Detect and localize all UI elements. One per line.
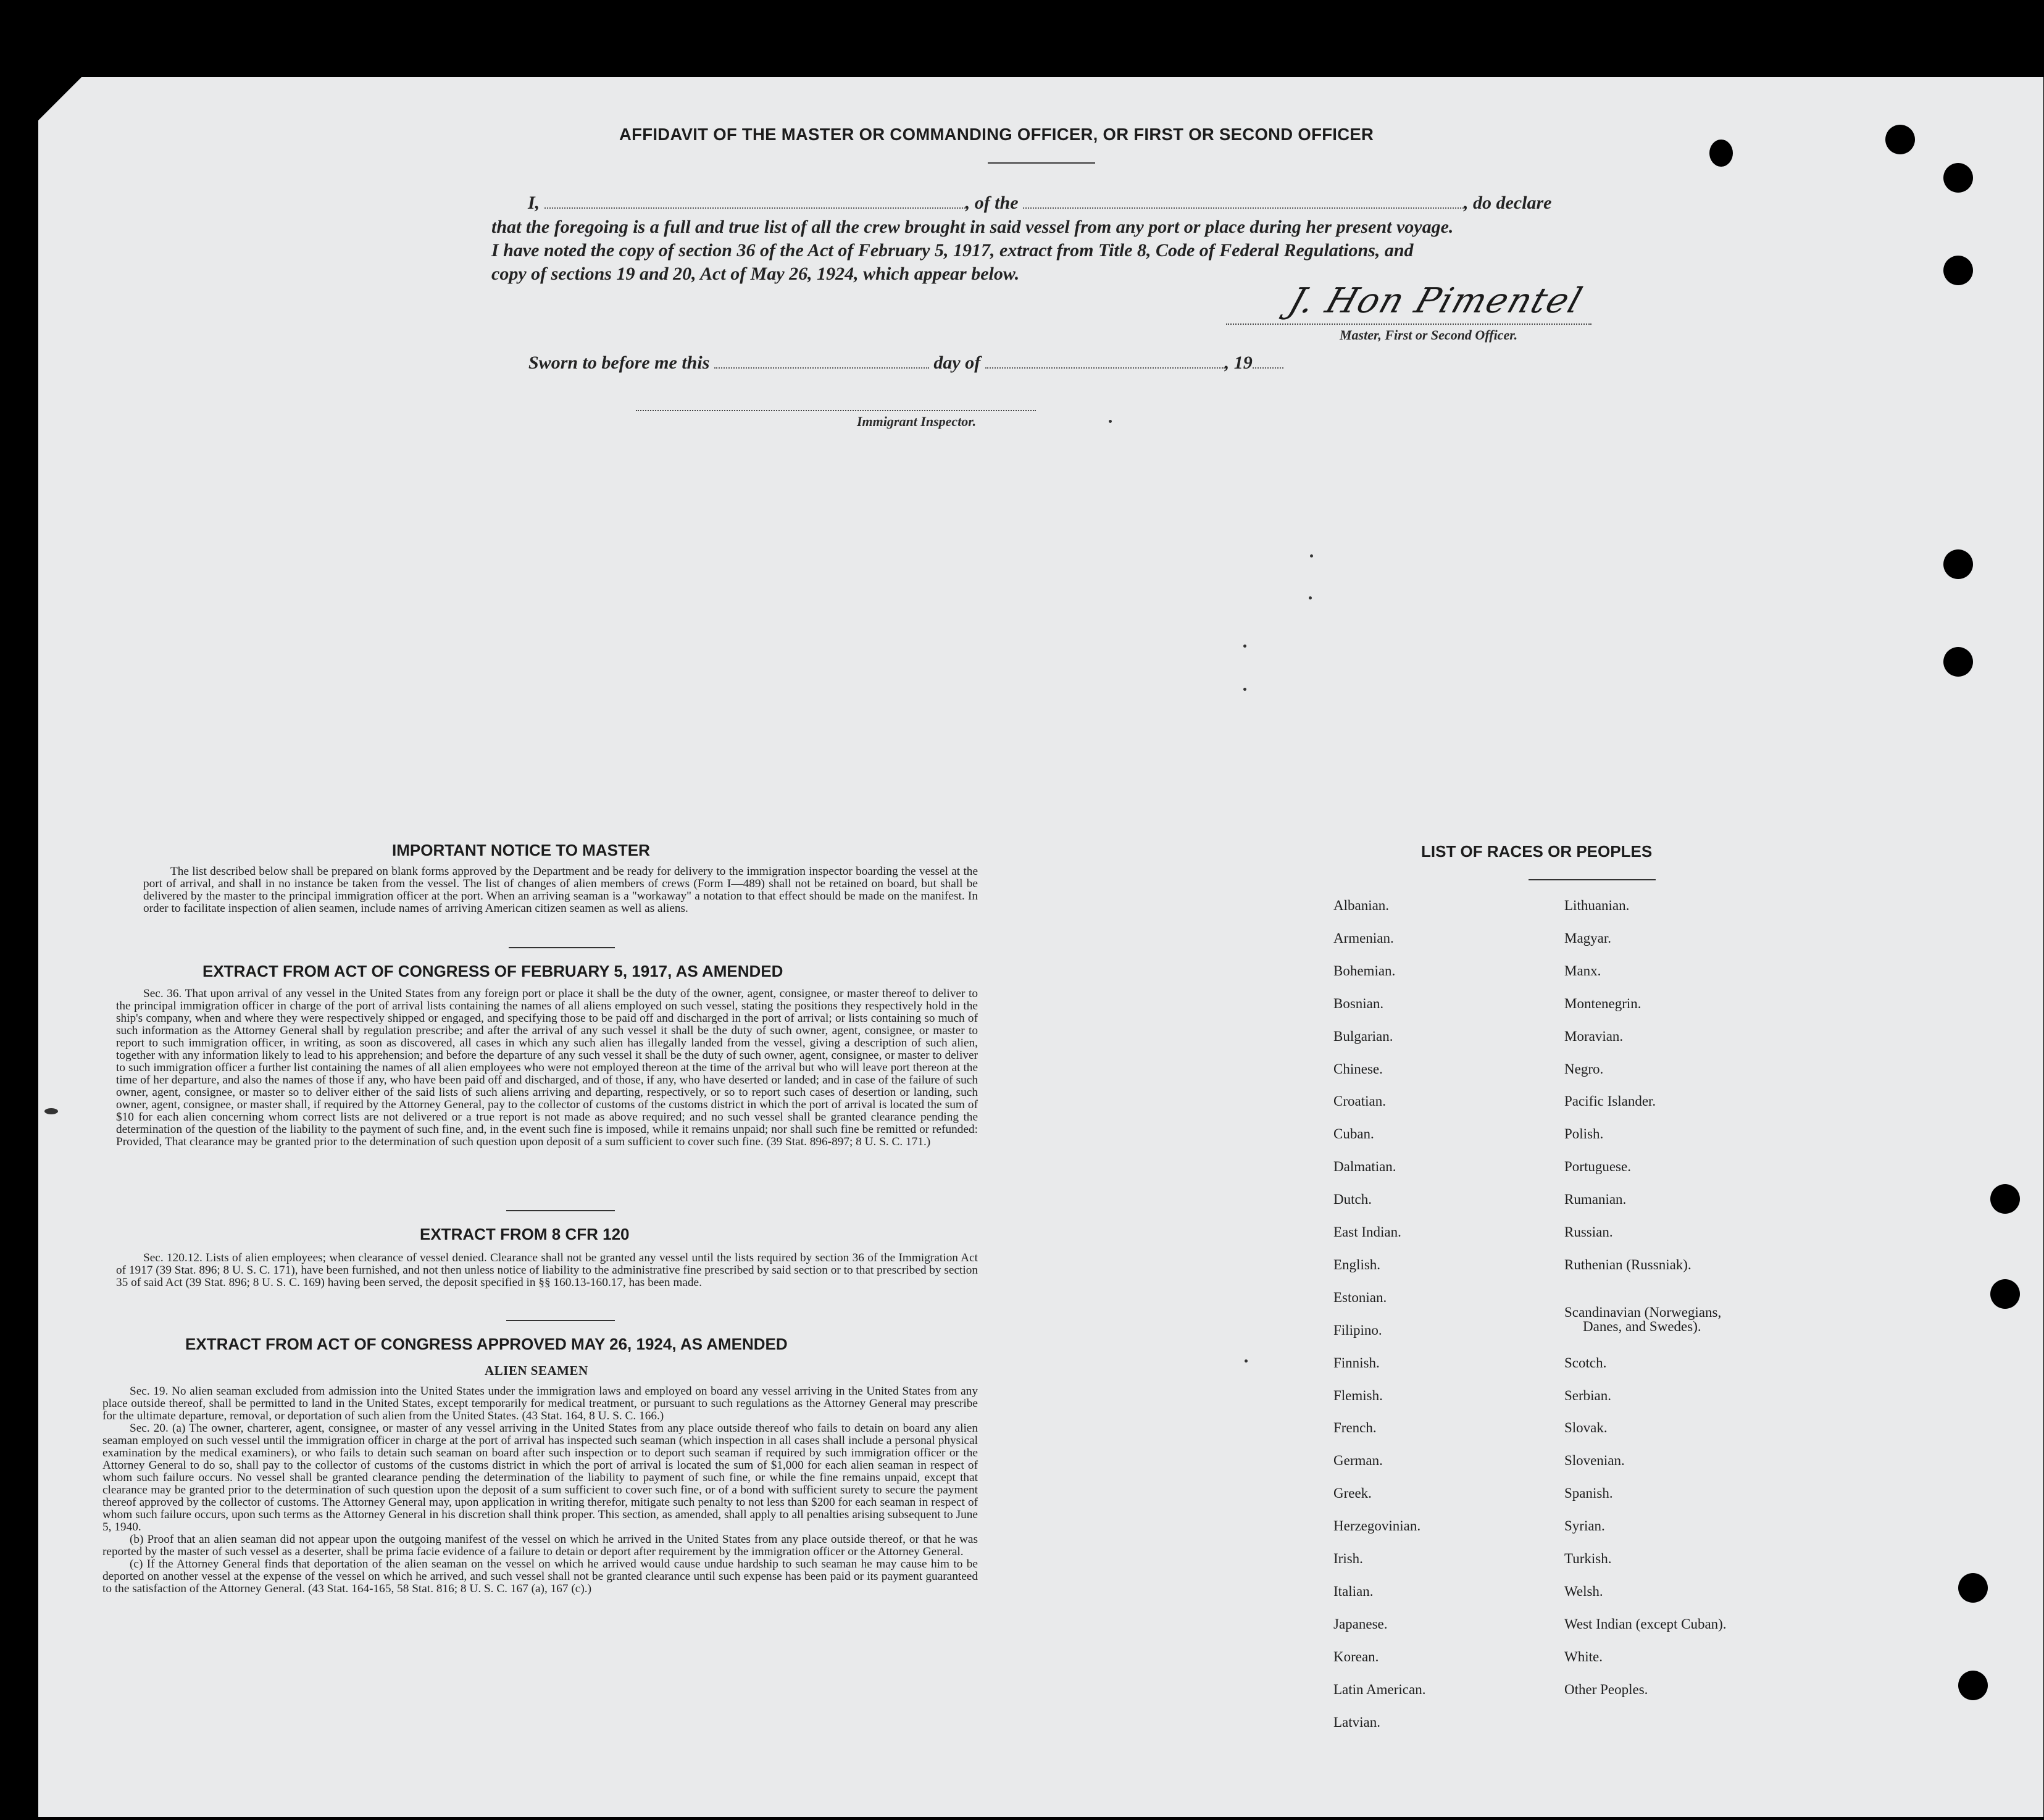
bleed-through-dot xyxy=(1310,554,1313,557)
race-item: German. xyxy=(1333,1453,1383,1469)
race-item: Flemish. xyxy=(1333,1387,1383,1403)
bleed-through-dot xyxy=(1245,1359,1248,1363)
race-item: Slovak. xyxy=(1564,1420,1608,1436)
race-item: Welsh. xyxy=(1564,1583,1603,1599)
affidavit-vessel-field[interactable] xyxy=(1023,193,1464,209)
race-item: Latvian. xyxy=(1333,1714,1380,1730)
race-item: Moravian. xyxy=(1564,1028,1624,1044)
race-item: Japanese. xyxy=(1333,1616,1388,1632)
race-item: Bulgarian. xyxy=(1333,1028,1393,1044)
section-36-paragraph: Sec. 36. That upon arrival of any vessel in the United States from any foreign port or place it shall be the duty of the owner, agent, consignee, or master thereof to deliver to the principal immigration officer in charge of the port of arrival lists containing the names of all aliens employed on such vessel, stating the positions they respectively hold in the ship's company, when and where they were respectively shipped or engaged, and specifying those to be paid off and discharged in the port of arrival; or lists containing so much of such information as the Attorney General shall by regulation prescribe; and after the arrival of any such vessel it shall be the duty of such owner, agent, consignee, or master to report to such immigration officer, in writing, as soon as discovered, all cases in which any such alien has illegally landed from the vessel, giving a description of such alien, together with any information likely to lead to his apprehension; and before the departure of any such vessel it shall be the duty of such owner, agent, consignee, or master to deliver to such immigration officer a further list containing the names of all alien employees who were not employed thereon at the time of the arrival but who will leave port thereon at the time of her departure, and also the names of those if any, who have been paid off and discharged, and of those, if any, who have deserted or landed; and in case of the failure of such owner, agent, consignee, or master so to deliver either of the said lists of such aliens arriving and departing, respectively, or so to report such cases of desertion or landing, such owner, agent, consignee, or master shall, if required by the Attorney General, pay to the collector of customs of the customs district in which the port of arrival is located the sum of $10 for each alien concerning whom correct lists are not delivered or a true report is not made as above required; and no such vessel shall be granted clearance pending the determination of the question of the liability to the payment of such fine, and, in the event such fine is imposed, while it remains unpaid; nor shall such fine be remitted or refunded: Provided, That clearance may be granted prior to the determination of such question upon deposit of a sum sufficient to cover such fine. (39 Stat. 896-897; 8 U. S. C. 171.) xyxy=(116,987,978,1148)
race-item: Lithuanian. xyxy=(1564,898,1630,913)
race-item: Greek. xyxy=(1333,1485,1372,1501)
notice-rule xyxy=(509,947,615,948)
punch-hole xyxy=(1990,1279,2020,1309)
master-signature: J. Hon Pimentel xyxy=(1283,281,1588,321)
race-item: Scotch. xyxy=(1564,1355,1607,1371)
inspector-caption: Immigrant Inspector. xyxy=(857,414,977,429)
punch-hole xyxy=(1943,647,1973,677)
race-item: Dalmatian. xyxy=(1333,1159,1396,1175)
bleed-through-dot xyxy=(1309,596,1312,599)
extract-cfr-title: EXTRACT FROM 8 CFR 120 xyxy=(420,1225,630,1243)
race-item: Russian. xyxy=(1564,1224,1613,1240)
race-item: Croatian. xyxy=(1333,1093,1386,1109)
affidavit-i-label: I, xyxy=(528,193,540,213)
race-item: Bosnian. xyxy=(1333,995,1384,1011)
race-item: Manx. xyxy=(1564,962,1601,979)
race-item: Rumanian. xyxy=(1564,1192,1627,1208)
sworn-day-field[interactable] xyxy=(714,353,929,369)
signature-line xyxy=(1226,324,1591,325)
sworn-month-field[interactable] xyxy=(985,353,1225,369)
sworn-label: Sworn to before me this xyxy=(528,353,710,373)
race-item: Portuguese. xyxy=(1564,1159,1631,1175)
race-item: Finnish. xyxy=(1333,1355,1380,1371)
punch-hole xyxy=(1943,163,1973,193)
race-item: Scandinavian (Norwegians, xyxy=(1564,1304,1722,1320)
race-item: Montenegrin. xyxy=(1564,995,1641,1011)
race-item: Italian. xyxy=(1333,1583,1374,1599)
notice-paragraph: The list described below shall be prepared on blank forms approved by the Department and be ready for delivery to the immigration inspector boarding the vessel at the port of arrival, and shall in no instance be taken from the vessel. The list of changes of alien members of crews (Form I—489) shall not be retained on board, but shall be delivered by the master to the principal immigration officer at the port. When an arriving seaman is a "workaway" a notation to that effect should be made on the manifest. In order to facilitate inspection of alien seamen, include names of arriving American citizen seamen as well as aliens. xyxy=(143,865,978,915)
race-item: French. xyxy=(1333,1420,1377,1436)
race-item: East Indian. xyxy=(1333,1224,1401,1240)
races-title: LIST OF RACES OR PEOPLES xyxy=(1421,842,1653,861)
race-item: Bohemian. xyxy=(1333,962,1396,979)
affidavit-line-2: that the foregoing is a full and true list of all the crew brought in said vessel from any port or place during her present voyage. xyxy=(491,217,1454,237)
race-item: Latin American. xyxy=(1333,1681,1426,1697)
affidavit-line-3: I have noted the copy of section 36 of the Act of February 5, 1917, extract from Title 8, Code of Federal Regulations, and xyxy=(491,240,1414,261)
sworn-line xyxy=(528,351,1283,375)
race-item: Dutch. xyxy=(1333,1192,1372,1208)
punch-hole xyxy=(1958,1671,1988,1700)
race-item: Herzegovinian. xyxy=(1333,1518,1421,1534)
race-item: Albanian. xyxy=(1333,898,1390,913)
race-item: Negro. xyxy=(1564,1061,1604,1077)
race-item: English. xyxy=(1333,1256,1381,1272)
bleed-through-dot xyxy=(44,1108,58,1114)
notice-title: IMPORTANT NOTICE TO MASTER xyxy=(392,841,650,859)
punch-hole xyxy=(1958,1573,1988,1603)
affidavit-declare-label: , do declare xyxy=(1464,193,1552,213)
bleed-through-dot xyxy=(1109,420,1112,423)
race-item: Slovenian. xyxy=(1564,1453,1625,1469)
inspector-signature-line xyxy=(636,410,1036,411)
signature-caption: Master, First or Second Officer. xyxy=(1340,327,1518,343)
race-item: Syrian. xyxy=(1564,1518,1605,1534)
punch-hole xyxy=(1885,125,1915,154)
extract-cfr-rule xyxy=(506,1320,615,1321)
punch-hole xyxy=(1990,1184,2020,1214)
affidavit-of-label: , of the xyxy=(965,193,1019,213)
extract-1924-title: EXTRACT FROM ACT OF CONGRESS APPROVED MAY 26, 1924, AS AMENDED xyxy=(185,1335,788,1353)
punch-hole xyxy=(1943,549,1973,579)
race-item: Danes, and Swedes). xyxy=(1583,1319,1701,1335)
punch-hole xyxy=(1943,256,1973,285)
race-item: Polish. xyxy=(1564,1126,1604,1142)
section-20c-paragraph: (c) If the Attorney General finds that deportation of the alien seaman on the vessel on which he arrived would cause undue hardship to such seaman he may cause him to be deported on another vessel at the expense of the vessel on which he arrived, and such vessel shall not be granted clearance until such expense has been paid or its payment guaranteed to the satisfaction of the Attorney General. (43 Stat. 164-165, 58 Stat. 816; 8 U. S. C. 167 (a), 167 (c).) xyxy=(102,1558,978,1595)
section-19-paragraph: Sec. 19. No alien seaman excluded from admission into the United States under the immigration laws and employed on board any vessel arriving in the United States from any place outside thereof, shall be permitted to land in the United States, except temporarily for medical treatment, or pursuant to such regulations as the Attorney General may prescribe for the ultimate departure, removal, or deportation of such alien from the United States. (43 Stat. 164, 8 U. S. C. 166.) xyxy=(102,1385,978,1422)
extract-1924-subtitle: ALIEN SEAMEN xyxy=(485,1363,588,1378)
race-item: West Indian (except Cuban). xyxy=(1564,1616,1727,1632)
section-20a-paragraph: Sec. 20. (a) The owner, charterer, agent, consignee, or master of any vessel arriving in the United States from any place outside thereof who fails to detain on board any alien seaman employed on such vessel until the immigration officer in charge at the port of arrival has inspected such seaman (which inspection in all cases shall include a personal physical examination by the medical examiners), or who fails to detain such seaman on board after such inspection or to deport such seaman if required by such immigration officer or the Attorney General to do so, shall pay to the collector of customs of the customs district in which the port of arrival is located the sum of $1,000 for each alien seaman in respect of whom such failure occurs. No vessel shall be granted clearance pending the determination of the liability to payment of such fine, or while the fine remains unpaid, except that clearance may be granted prior to the determination of such question upon the deposit of a sum sufficient to cover such fine, or of a bond with sufficient surety to secure the payment thereof approved by the collector of customs. The Attorney General may, upon application in writing therefor, mitigate such penalty to not less than $200 for each seaman in respect of whom such failure occurs, upon such terms as the Attorney General in his discretion shall think proper. This section, as amended, shall apply to all penalties arising subsequent to June 5, 1940. xyxy=(102,1422,978,1534)
sworn-day-label: day of xyxy=(933,353,981,373)
sworn-year-label: , 19 xyxy=(1224,353,1253,373)
race-item: Chinese. xyxy=(1333,1061,1383,1077)
bleed-through-dot xyxy=(1243,688,1246,691)
affidavit-title: AFFIDAVIT OF THE MASTER OR COMMANDING OFFICER, OR FIRST OR SECOND OFFICER xyxy=(619,125,1374,144)
race-item: Serbian. xyxy=(1564,1387,1612,1403)
race-item: Filipino. xyxy=(1333,1322,1382,1338)
races-title-rule xyxy=(1529,879,1656,880)
extract-cfr-body xyxy=(116,1252,978,1289)
notice-body xyxy=(143,866,978,915)
race-item: Ruthenian (Russniak). xyxy=(1564,1256,1692,1272)
extract-1917-body xyxy=(116,988,978,1148)
race-item: Cuban. xyxy=(1333,1126,1374,1142)
bleed-through-dot xyxy=(1243,645,1246,648)
race-item: Magyar. xyxy=(1564,930,1612,946)
race-item: Armenian. xyxy=(1333,930,1394,946)
extract-1917-rule xyxy=(506,1210,615,1211)
race-item: Other Peoples. xyxy=(1564,1681,1648,1697)
race-item: Turkish. xyxy=(1564,1551,1612,1566)
punch-hole xyxy=(1709,140,1733,167)
extract-1924-body xyxy=(102,1385,978,1595)
affidavit-name-field[interactable] xyxy=(544,193,966,209)
section-120-paragraph: Sec. 120.12. Lists of alien employees; when clearance of vessel denied. Clearance shall not be granted any vessel until the lists required by section 36 of the Immigration Act of 1917 (39 Stat. 896; 8 U. S. C. 171), have been furnished, and not then unless notice of liability to the administrative fine prescribed by said section or to that prescribed by section 35 of said Act (39 Stat. 896; 8 U. S. C. 169) having been served, the deposit specified in §§ 160.13-160.17, has been made. xyxy=(116,1251,978,1289)
race-item: Pacific Islander. xyxy=(1564,1093,1656,1109)
section-20b-paragraph: (b) Proof that an alien seaman did not appear upon the outgoing manifest of the vessel on which he arrived in the United States from any place outside thereof, or that he was reported by the master of such vessel as a deserter, shall be prima facie evidence of a failure to detain or deport after requirement by the immigration officer or the Attorney General. xyxy=(102,1533,978,1558)
sworn-year-field[interactable] xyxy=(1253,353,1283,369)
extract-1917-title: EXTRACT FROM ACT OF CONGRESS OF FEBRUARY 5, 1917, AS AMENDED xyxy=(202,962,783,980)
race-item: White. xyxy=(1564,1648,1603,1664)
race-item: Spanish. xyxy=(1564,1485,1613,1501)
affidavit-line-1 xyxy=(528,191,1551,215)
race-item: Irish. xyxy=(1333,1551,1363,1566)
folded-corner xyxy=(38,77,81,120)
race-item: Korean. xyxy=(1333,1648,1379,1664)
race-item: Estonian. xyxy=(1333,1289,1387,1305)
affidavit-title-rule xyxy=(988,162,1095,164)
affidavit-line-4: copy of sections 19 and 20, Act of May 26, 1924, which appear below. xyxy=(491,264,1020,284)
